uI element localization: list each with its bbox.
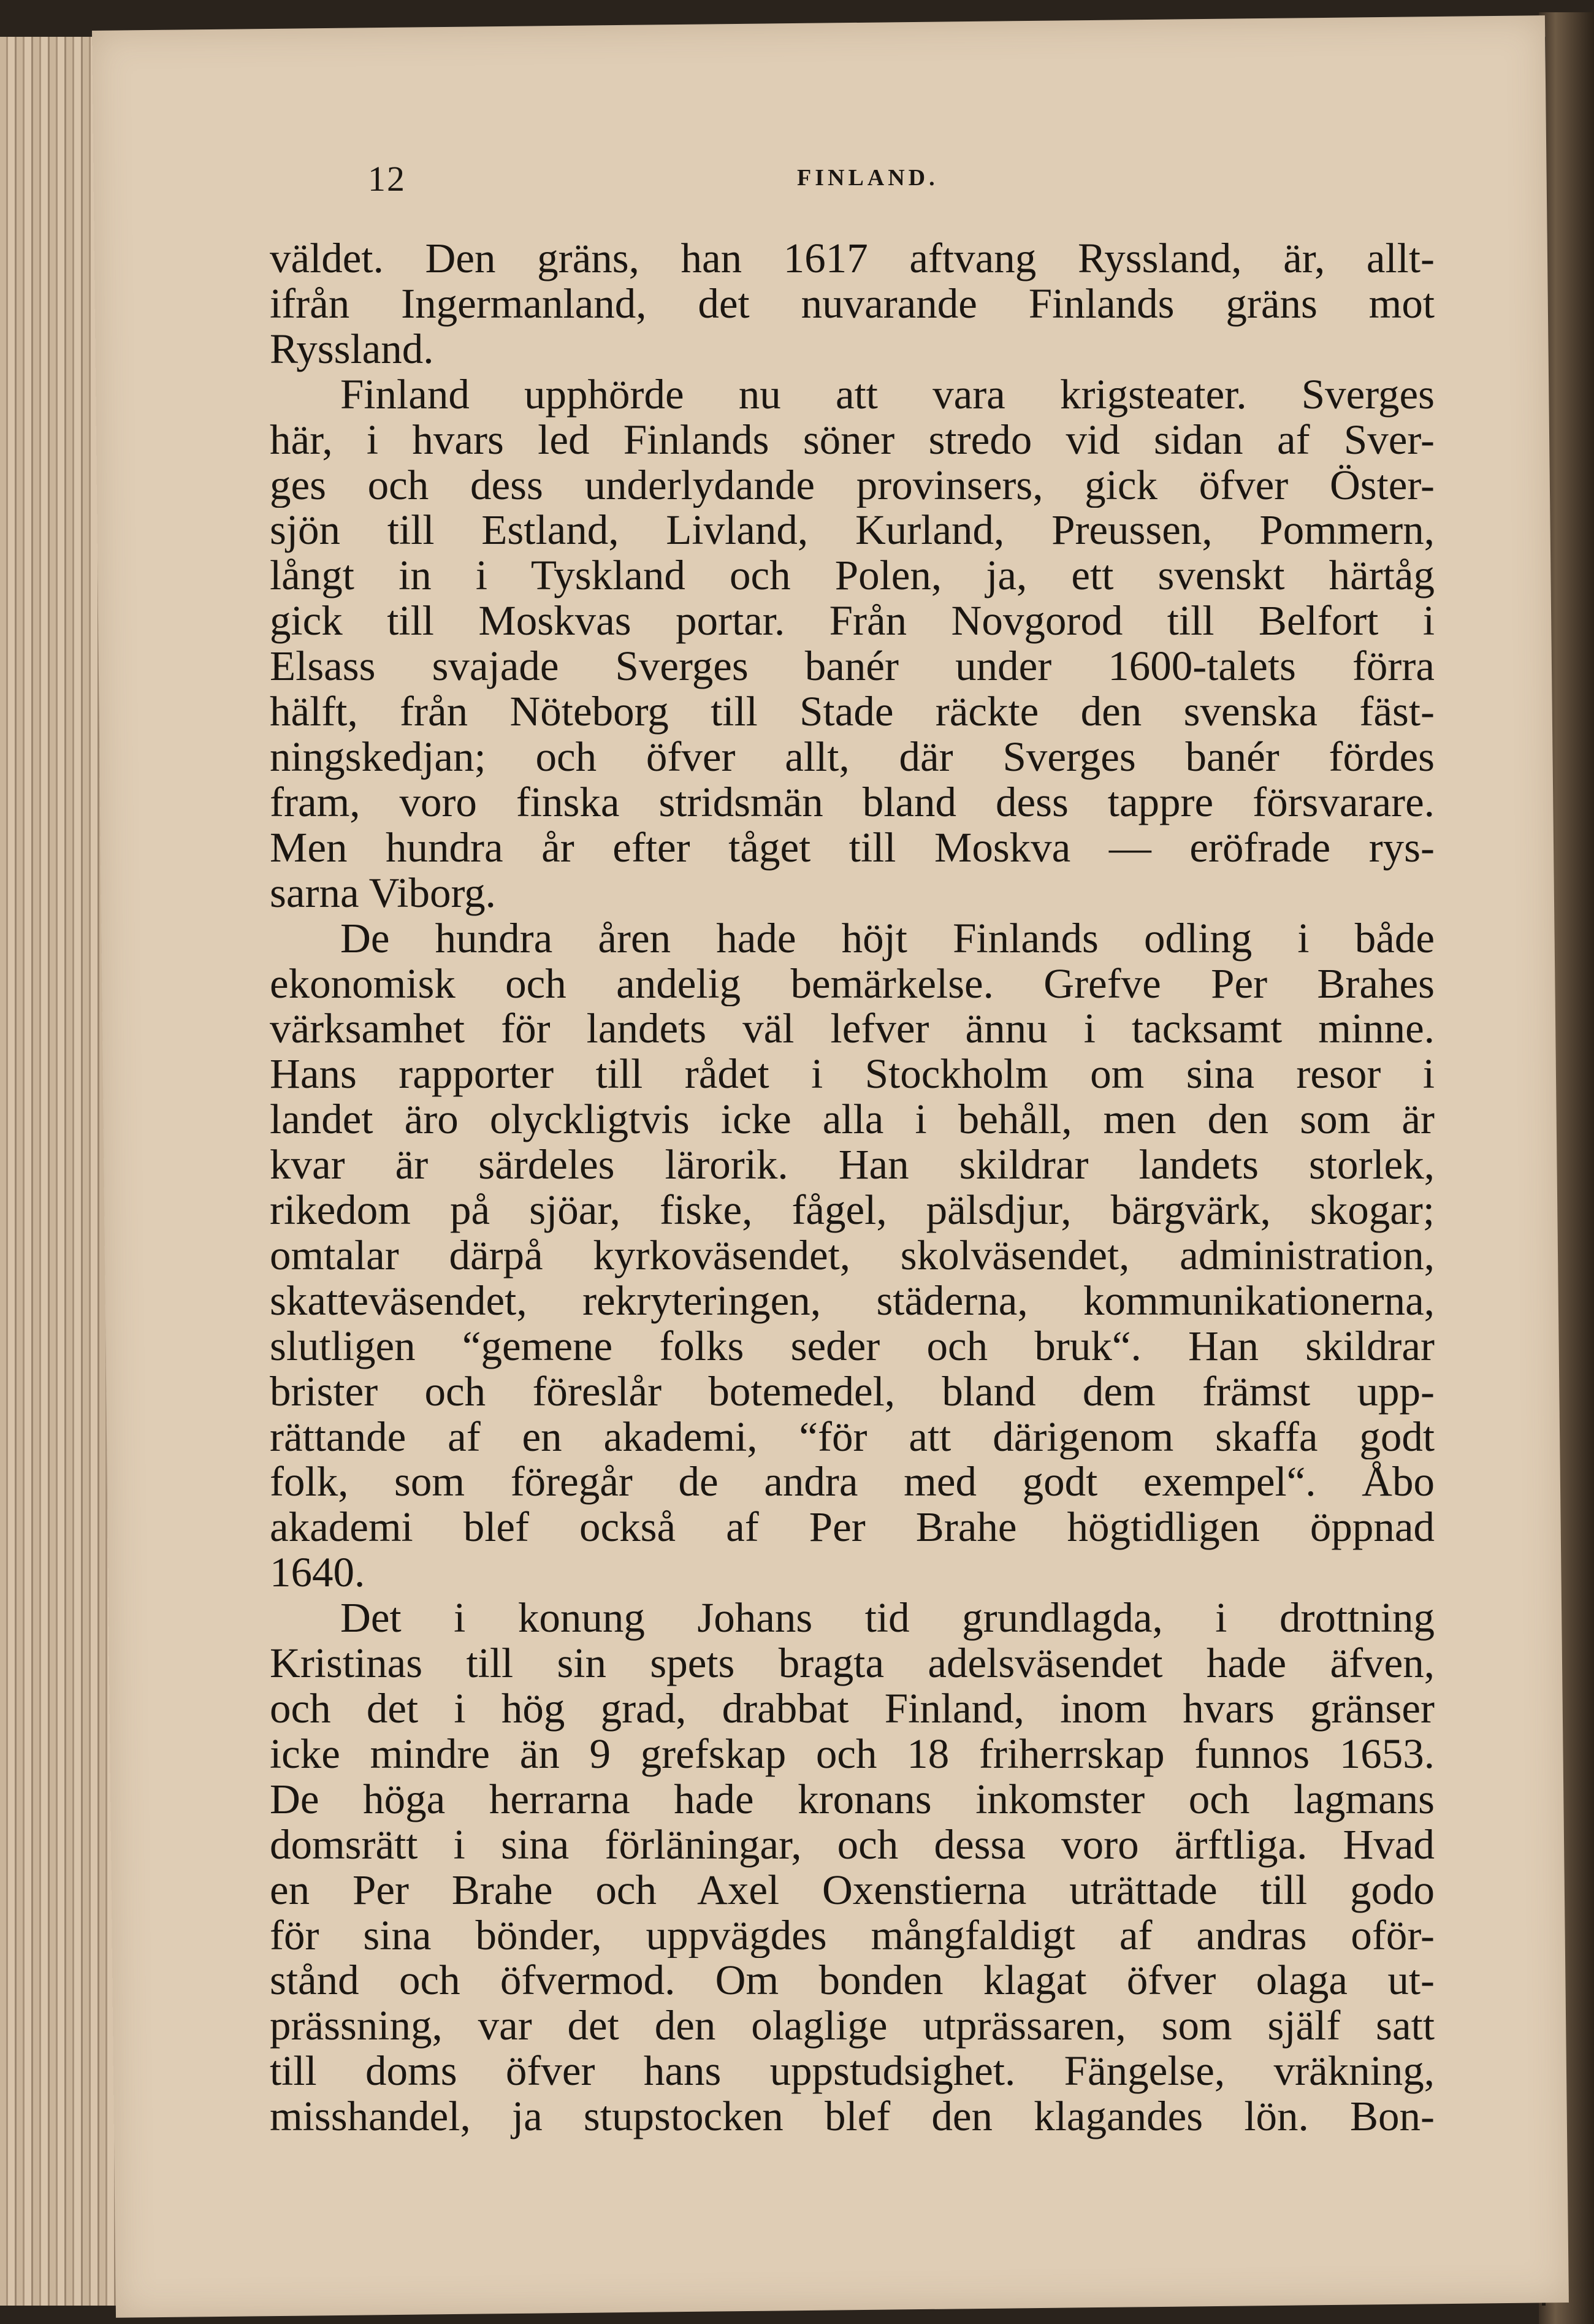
text-line: ifrån Ingermanland, det nuvarande Finlands gräns mot xyxy=(270,281,1435,327)
text-line: De hundra åren hade höjt Finlands odling i både xyxy=(340,915,1435,961)
text-line: rikedom på sjöar, fiske, fågel, pälsdjur, bärgvärk, skogar; xyxy=(270,1188,1435,1233)
text-line: för sina bönder, uppvägdes mångfaldigt af andras oför- xyxy=(270,1913,1435,1959)
text-line: långt in i Tyskland och Polen, ja, ett svenskt härtåg xyxy=(270,553,1435,599)
text-line: Finland upphörde nu att vara krigsteater. Sverges xyxy=(340,372,1435,418)
text-line: hälft, från Nöteborg till Stade räckte den svenska fäst- xyxy=(270,689,1435,735)
text-line: domsrätt i sina förläningar, och dessa voro ärftliga. Hvad xyxy=(270,1822,1435,1868)
text-line: rättande af en akademi, “för att därigenom skaffa godt xyxy=(270,1414,1435,1460)
text-line: Det i konung Johans tid grundlagda, i drottning xyxy=(340,1596,1435,1642)
text-line: icke mindre än 9 grefskap och 18 friherrskap funnos 1653. xyxy=(270,1731,1435,1777)
text-line: sjön till Estland, Livland, Kurland, Preussen, Pommern, xyxy=(270,508,1435,554)
text-line: värksamhet för landets väl lefver ännu i tacksamt minne. xyxy=(270,1006,1435,1052)
text-line: prässning, var det den olaglige utprässaren, som själf satt xyxy=(270,2003,1435,2049)
text-line: akademi blef också af Per Brahe högtidligen öppnad xyxy=(270,1505,1435,1551)
text-line: kvar är särdeles lärorik. Han skildrar landets storlek, xyxy=(270,1142,1435,1188)
text-line: till doms öfver hans uppstudsighet. Fängelse, vräkning, xyxy=(270,2049,1435,2095)
text-line: misshandel, ja stupstocken blef den klagandes lön. Bon- xyxy=(270,2094,1435,2140)
text-line: väldet. Den gräns, han 1617 aftvang Ryssland, är, allt- xyxy=(270,236,1435,281)
running-head: FINLAND. xyxy=(797,165,939,191)
text-line: skatteväsendet, rekryteringen, städerna, kommunikationerna, xyxy=(270,1278,1435,1324)
text-line: Ryssland. xyxy=(270,326,434,372)
text-line: gick till Moskvas portar. Från Novgorod till Belfort i xyxy=(270,598,1435,644)
text-line: och det i hög grad, drabbat Finland, inom hvars gränser xyxy=(270,1686,1435,1732)
text-line: Elsass svajade Sverges banér under 1600-talets förra xyxy=(270,644,1435,690)
text-line: De höga herrarna hade kronans inkomster och lagmans xyxy=(270,1776,1435,1822)
text-line: stånd och öfvermod. Om bonden klagat öfver olaga ut- xyxy=(270,1958,1435,2004)
text-line: ekonomisk och andelig bemärkelse. Grefve Per Brahes xyxy=(270,961,1435,1007)
text-line: brister och föreslår botemedel, bland dem främst upp- xyxy=(270,1369,1435,1415)
text-line: 1640. xyxy=(270,1550,365,1596)
text-line: fram, voro finska stridsmän bland dess tappre försvarare. xyxy=(270,779,1435,825)
page-header xyxy=(276,153,1441,202)
text-line: här, i hvars led Finlands söner stredo vid sidan af Sver- xyxy=(270,417,1435,463)
text-line: folk, som föregår de andra med godt exempel“. Åbo xyxy=(270,1459,1435,1505)
text-line: slutligen “gemene folks seder och bruk“. Han skildrar xyxy=(270,1323,1435,1369)
text-line: omtalar därpå kyrkoväsendet, skolväsendet, administration, xyxy=(270,1233,1435,1279)
page-number: 12 xyxy=(368,159,406,199)
text-line: ges och dess underlydande provinsers, gick öfver Öster- xyxy=(270,462,1435,508)
text-line: Men hundra år efter tåget till Moskva — eröfrade rys- xyxy=(270,825,1435,871)
text-line: landet äro olyckligtvis icke alla i behåll, men den som är xyxy=(270,1097,1435,1143)
text-line: sarna Viborg. xyxy=(270,870,496,916)
text-line: Kristinas till sin spets bragta adelsväsendet hade äfven, xyxy=(270,1641,1435,1686)
text-line: Hans rapporter till rådet i Stockholm om sina resor i xyxy=(270,1052,1435,1098)
text-line: ningskedjan; och öfver allt, där Sverges banér fördes xyxy=(270,734,1435,780)
body-text xyxy=(270,236,1435,2139)
text-line: en Per Brahe och Axel Oxenstierna uträttade till godo xyxy=(270,1867,1435,1913)
